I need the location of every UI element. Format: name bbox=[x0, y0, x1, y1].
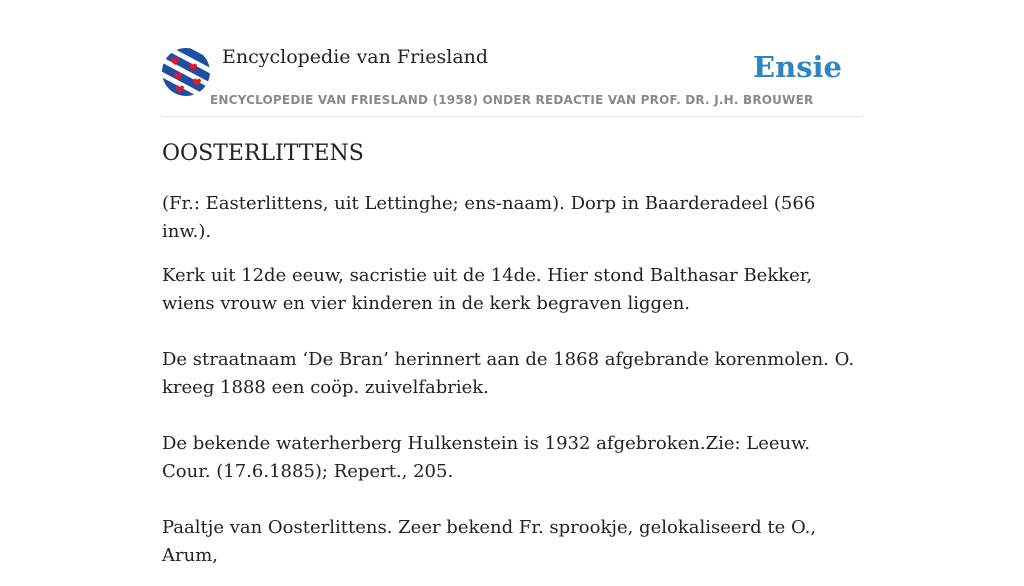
article-paragraph: Paaltje van Oosterlittens. Zeer bekend Fr. sprookje, gelokaliseerd te O., Arum, bbox=[162, 517, 817, 566]
article-paragraph: De bekende waterherberg Hulkenstein is 1932 afgebroken.Zie: Leeuw. Cour. (17.6.1885); Repert., 205. bbox=[162, 433, 811, 482]
encyclopedia-subtitle: ENCYCLOPEDIE VAN FRIESLAND (1958) ONDER REDACTIE VAN PROF. DR. J.H. BROUWER bbox=[210, 93, 814, 107]
article-paragraph: Kerk uit 12de eeuw, sacristie uit de 14de. Hier stond Balthasar Bekker, wiens vrouw en vier kinderen in de kerk begraven liggen. bbox=[162, 265, 813, 314]
article-title: OOSTERLITTENS bbox=[162, 141, 364, 166]
frisian-flag-icon[interactable] bbox=[162, 48, 210, 96]
article-paragraph: De straatnaam ‘De Bran’ herinnert aan de 1868 afgebrande korenmolen. O. kreeg 1888 een coöp. zuivelfabriek. bbox=[162, 349, 855, 398]
site-title[interactable]: Encyclopedie van Friesland bbox=[222, 46, 489, 68]
ensie-logo-link[interactable]: Ensie bbox=[753, 50, 842, 84]
article bbox=[162, 138, 862, 586]
article-intro: (Fr.: Easterlittens, uit Lettinghe; ens-naam). Dorp in Baarderadeel (566 inw.). bbox=[162, 193, 816, 242]
site-header bbox=[162, 44, 862, 117]
